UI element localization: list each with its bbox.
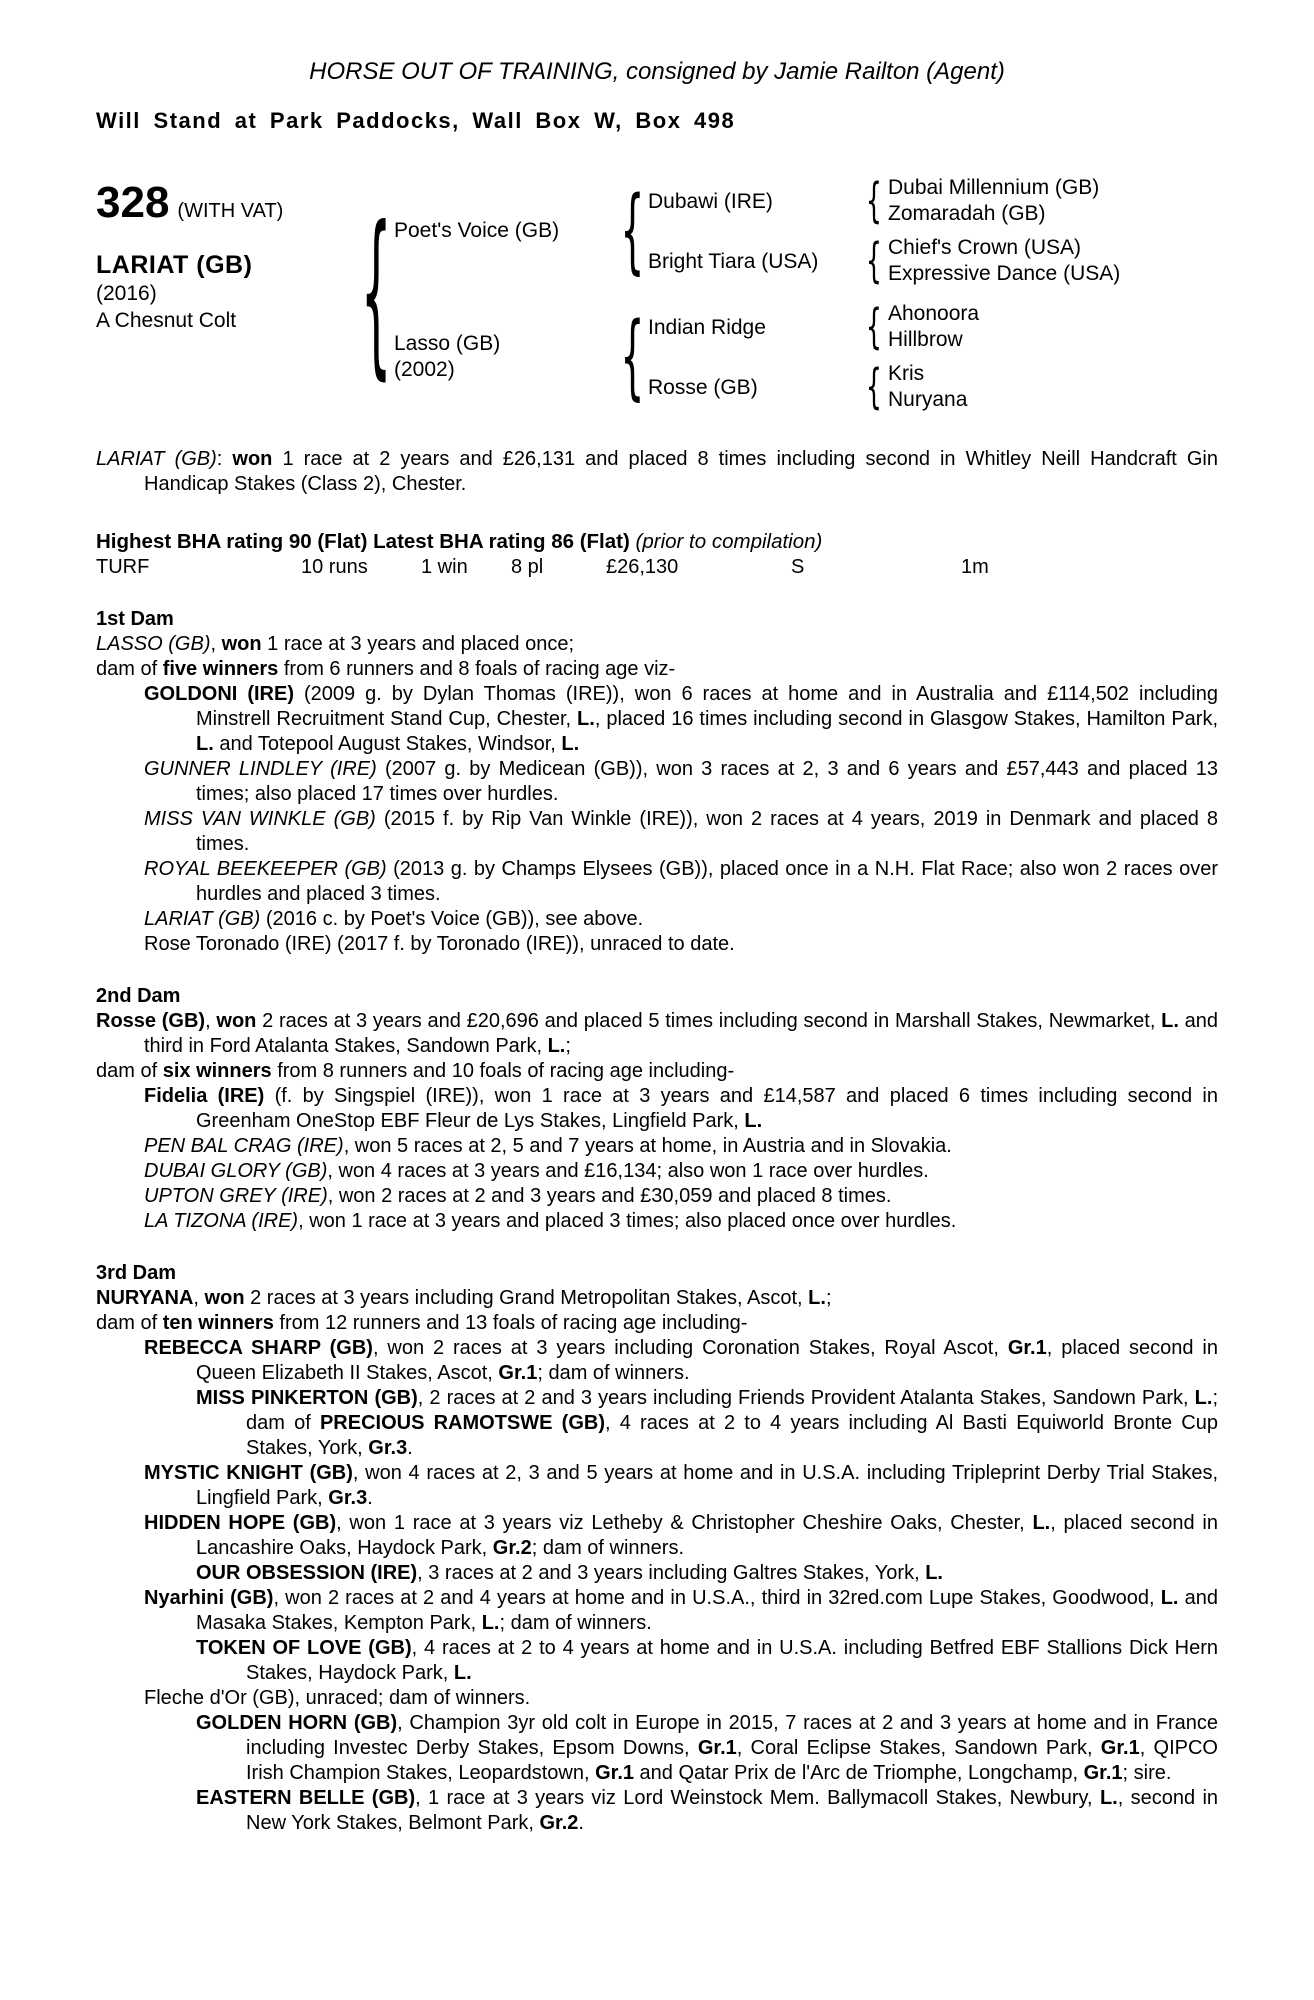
sire-sire-brace: { xyxy=(865,172,883,229)
text-run: ; xyxy=(825,1287,832,1309)
text-run: Rose Toronado (IRE) (2017 f. by Toronado (IRE)), unraced to date. xyxy=(144,933,735,955)
pedigree-entry xyxy=(96,1184,1218,1209)
text-run: . xyxy=(367,1487,373,1509)
sire-name: Poet's Voice (GB) xyxy=(394,219,560,242)
lot-block xyxy=(96,175,358,413)
text-run: ; xyxy=(565,1035,571,1057)
text-run: PEN BAL CRAG (IRE) xyxy=(144,1135,344,1157)
pedigree-entry xyxy=(96,1386,1218,1461)
sire-branch xyxy=(394,172,1218,289)
pedigree-entry xyxy=(96,1209,1218,1234)
horse-name: LARIAT (GB) xyxy=(96,251,253,279)
text-run: , won 2 races at 2 and 3 years and £30,059 and placed 8 times. xyxy=(327,1185,892,1207)
stats-going: S xyxy=(791,556,805,578)
text-run: Gr.3 xyxy=(328,1487,368,1509)
text-run: Nyarhini (GB) xyxy=(144,1587,274,1609)
stats-earnings: £26,130 xyxy=(606,556,679,578)
stats-distance: 1m xyxy=(961,556,989,578)
text-run: won xyxy=(221,633,262,655)
text-run: ; dam of winners. xyxy=(537,1362,690,1384)
text-run: won xyxy=(204,1287,245,1309)
text-run: ; dam of winners. xyxy=(531,1537,685,1559)
pedigree-entry xyxy=(96,1059,1218,1084)
sire-sire-name: Dubawi (IRE) xyxy=(648,189,773,213)
stand-location: Will Stand at Park Paddocks, Wall Box W, Box 498 xyxy=(96,108,736,133)
text-run: NURYANA xyxy=(96,1287,194,1309)
pedigree-entry xyxy=(96,857,1218,907)
dam-brace: { xyxy=(619,302,645,410)
dam-sire-name: Indian Ridge xyxy=(648,315,766,339)
pedigree-entry xyxy=(96,932,1218,957)
stats-runs: 10 runs xyxy=(301,556,368,578)
pedigree-entry xyxy=(96,657,1218,682)
pedigree-entry xyxy=(96,1336,1218,1386)
pedigree-entry xyxy=(96,1311,1218,1336)
pedigree-entry xyxy=(96,1711,1218,1786)
section-body-2nd-dam xyxy=(96,1009,1218,1234)
stats-surface: TURF xyxy=(96,556,150,578)
text-run: L. xyxy=(744,1110,763,1132)
text-run: Highest BHA rating 90 (Flat) Latest BHA rating 86 (Flat) xyxy=(96,530,636,553)
text-run: , placed 16 times including second in Glasgow Stakes, Hamilton Park, xyxy=(594,708,1219,730)
text-run: HIDDEN HOPE (GB) xyxy=(144,1512,337,1534)
text-run: , xyxy=(210,633,222,655)
pedigree-entry xyxy=(96,1586,1218,1636)
text-run: L. xyxy=(1099,1787,1118,1809)
text-run: (2015 f. by Rip Van Winkle (IRE)), won 2 races at 4 years, 2019 in Denmark and placed 8 times. xyxy=(196,808,1218,855)
race-stats-row xyxy=(96,555,1218,580)
text-run: , won 1 race at 3 years and placed 3 times; also placed once over hurdles. xyxy=(298,1210,957,1232)
text-run: , won 2 races at 3 years including Coronation Stakes, Royal Ascot, xyxy=(372,1337,1008,1359)
text-run: won xyxy=(232,448,273,470)
text-run: dam of xyxy=(96,1312,163,1334)
dam-name-block xyxy=(394,331,616,383)
text-run: , Champion 3yr old colt in Europe in 2015, 7 races at 2 and 3 years at home and in France including Investec Derby Stakes, Epsom Downs, xyxy=(246,1712,1218,1759)
text-run: L. xyxy=(1161,1010,1179,1032)
pedigree-entry xyxy=(96,1009,1218,1059)
text-run: , won 4 races at 2, 3 and 5 years at home and in U.S.A. including Tripleprint Derby Trial Stakes, Lingfield Park, xyxy=(196,1462,1218,1509)
text-run: L. xyxy=(925,1562,943,1584)
text-run: , second in New York Stakes, Belmont Park, xyxy=(246,1787,1219,1834)
text-run: Gr.3 xyxy=(368,1437,408,1459)
text-run: , 4 races at 2 to 4 years at home and in U.S.A. including Betfred EBF Stallions Dick Hern Stakes, Haydock Park, xyxy=(246,1637,1218,1684)
dam-sire-row xyxy=(648,298,1218,355)
pedigree-entry xyxy=(96,1511,1218,1561)
text-run: OUR OBSESSION (IRE) xyxy=(196,1562,418,1584)
text-run: L. xyxy=(1194,1387,1213,1409)
text-run: . xyxy=(407,1437,413,1459)
text-run: and Totepool August Stakes, Windsor, xyxy=(213,733,562,755)
text-run: ROYAL BEEKEEPER (GB) xyxy=(144,858,387,880)
sire-dam-dam-name: Expressive Dance (USA) xyxy=(888,262,1121,285)
dam-sire-dam-name: Hillbrow xyxy=(888,328,963,351)
section-heading-1st-dam: 1st Dam xyxy=(96,608,174,630)
dam-dam-dam-name: Nuryana xyxy=(888,388,968,411)
text-run: Gr.1 xyxy=(1007,1337,1047,1359)
pedigree-entry xyxy=(96,682,1218,757)
text-run: , 2 races at 2 and 3 years including Friends Provident Atalanta Stakes, Sandown Park, xyxy=(417,1387,1195,1409)
text-run: REBECCA SHARP (GB) xyxy=(144,1337,373,1359)
section-heading-2nd-dam: 2nd Dam xyxy=(96,985,181,1007)
pedigree-table xyxy=(96,172,1218,415)
dam-branch xyxy=(394,298,1218,415)
text-run: , 3 races at 2 and 3 years including Galtres Stakes, York, xyxy=(417,1562,926,1584)
text-run: , Coral Eclipse Stakes, Sandown Park, xyxy=(736,1737,1101,1759)
text-run: Gr.1 xyxy=(595,1762,634,1784)
text-run: Gr.2 xyxy=(492,1537,532,1559)
dam-year: (2002) xyxy=(394,358,455,381)
text-run: from 12 runners and 13 foals of racing age including- xyxy=(273,1312,748,1334)
text-run: and third in Ford Atalanta Stakes, Sandown Park, xyxy=(144,1010,1219,1057)
text-run: , won 2 races at 2 and 4 years at home and in U.S.A., third in 32red.com Lupe Stakes, Goodwood, xyxy=(273,1587,1161,1609)
dam-sire-sire-name: Ahonoora xyxy=(888,302,980,325)
text-run: : xyxy=(216,448,233,470)
text-run: TOKEN OF LOVE (GB) xyxy=(196,1637,412,1659)
text-run: , 1 race at 3 years viz Lord Weinstock Mem. Ballymacoll Stakes, Newbury, xyxy=(415,1787,1100,1809)
text-run: PRECIOUS RAMOTSWE (GB) xyxy=(319,1412,605,1434)
pedigree-entry xyxy=(96,907,1218,932)
text-run: L. xyxy=(547,1035,566,1057)
text-run: ; dam of winners. xyxy=(499,1612,652,1634)
text-run: dam of xyxy=(96,1060,163,1082)
pedigree-entry xyxy=(96,1786,1218,1836)
pedigree-entry xyxy=(96,1159,1218,1184)
dam-dam-name: Rosse (GB) xyxy=(648,375,758,399)
text-run: Gr.1 xyxy=(697,1737,737,1759)
text-run: UPTON GREY (IRE) xyxy=(144,1185,328,1207)
foaling-year: (2016) xyxy=(96,282,157,305)
text-run: , won 5 races at 2, 5 and 7 years at home, in Austria and in Slovakia. xyxy=(343,1135,952,1157)
text-run: , won 4 races at 3 years and £16,134; also won 1 race over hurdles. xyxy=(327,1160,929,1182)
text-run: Gr.1 xyxy=(498,1362,538,1384)
text-run: Gr.1 xyxy=(1100,1737,1140,1759)
text-run: from 6 runners and 8 foals of racing age viz- xyxy=(278,658,676,680)
sire-dam-brace: { xyxy=(865,232,883,289)
sire-sire-sire-name: Dubai Millennium (GB) xyxy=(888,176,1100,199)
text-run: won xyxy=(216,1010,257,1032)
section-body-3rd-dam xyxy=(96,1286,1218,1836)
text-run: (2013 g. by Champs Elysees (GB)), placed once in a N.H. Flat Race; also won 2 races over hurdles and placed 3 times. xyxy=(196,858,1218,905)
text-run: from 8 runners and 10 foals of racing age including- xyxy=(271,1060,735,1082)
dam-sire-brace: { xyxy=(865,298,883,355)
text-run: GOLDONI (IRE) xyxy=(144,683,294,705)
section-heading-3rd-dam: 3rd Dam xyxy=(96,1262,177,1284)
sire-sire-row xyxy=(648,172,1218,229)
dam-name: Lasso (GB) xyxy=(394,332,501,355)
text-run: , placed second in Lancashire Oaks, Haydock Park, xyxy=(196,1512,1218,1559)
text-run: five winners xyxy=(162,658,279,680)
pedigree-entry xyxy=(96,1686,1218,1711)
text-run: . xyxy=(578,1812,584,1834)
text-run: Fleche d'Or (GB), unraced; dam of winners. xyxy=(144,1687,531,1709)
text-run: EASTERN BELLE (GB) xyxy=(196,1787,416,1809)
race-record xyxy=(96,447,1218,497)
lot-number: 328 xyxy=(96,178,170,227)
text-run: Rosse (GB) xyxy=(96,1010,206,1032)
text-run: six winners xyxy=(162,1060,272,1082)
pedigree-entry xyxy=(96,632,1218,657)
text-run: LARIAT (GB) xyxy=(144,908,261,930)
dam-dam-sire-name: Kris xyxy=(888,362,925,385)
text-run: GOLDEN HORN (GB) xyxy=(196,1712,398,1734)
section-2nd-dam xyxy=(96,984,1218,1234)
text-run: L. xyxy=(481,1612,500,1634)
dam-dam-row xyxy=(648,358,1218,415)
pedigree-entry xyxy=(96,1636,1218,1686)
text-run: , xyxy=(205,1010,217,1032)
sire-dam-row xyxy=(648,232,1218,289)
horse-description: A Chesnut Colt xyxy=(96,309,237,332)
section-1st-dam xyxy=(96,607,1218,957)
text-run: (2016 c. by Poet's Voice (GB)), see above. xyxy=(260,908,644,930)
text-run: ; dam of xyxy=(246,1387,1218,1434)
text-run: DUBAI GLORY (GB) xyxy=(144,1160,328,1182)
text-run: (2007 g. by Medicean (GB)), won 3 races at 2, 3 and 6 years and £57,443 and placed 13 times; also placed 17 times over hurdles. xyxy=(196,758,1219,805)
text-run: MISS VAN WINKLE (GB) xyxy=(144,808,376,830)
bha-rating-line xyxy=(96,529,1218,554)
pedigree-entry xyxy=(96,1561,1218,1586)
text-run: L. xyxy=(1160,1587,1179,1609)
text-run: L. xyxy=(577,708,595,730)
sire-dam-sire-name: Chief's Crown (USA) xyxy=(888,236,1082,259)
text-run: L. xyxy=(453,1662,472,1684)
text-run: , won 1 race at 3 years viz Letheby & Christopher Cheshire Oaks, Chester, xyxy=(336,1512,1033,1534)
consignor-title: HORSE OUT OF TRAINING, consigned by Jamie Railton (Agent) xyxy=(309,58,1005,85)
text-run: L. xyxy=(808,1287,826,1309)
pedigree-entry xyxy=(96,1134,1218,1159)
stats-wins: 1 win xyxy=(421,556,468,578)
text-run: and Qatar Prix de l'Arc de Triomphe, Longchamp, xyxy=(634,1762,1084,1784)
dam-dam-brace: { xyxy=(865,358,883,415)
stats-places: 8 pl xyxy=(511,556,544,578)
sire-sire-dam-name: Zomaradah (GB) xyxy=(888,202,1046,225)
section-3rd-dam xyxy=(96,1261,1218,1836)
text-run: (2009 g. by Dylan Thomas (IRE)), won 6 races at home and in Australia and £114,502 including Minstrell Recruitment Stand Cup, Chester, xyxy=(196,683,1218,730)
text-run: 2 races at 3 years and £20,696 and placed 5 times including second in Marshall Stakes, Newmarket, xyxy=(256,1010,1162,1032)
text-run: ; sire. xyxy=(1122,1762,1172,1784)
text-run: L. xyxy=(561,733,580,755)
text-run: LARIAT (GB) xyxy=(96,448,217,470)
text-run: L. xyxy=(196,733,214,755)
section-body-1st-dam xyxy=(96,632,1218,957)
text-run: dam of xyxy=(96,658,163,680)
sire-dam-name: Bright Tiara (USA) xyxy=(648,249,819,273)
sire-brace: { xyxy=(619,176,645,284)
pedigree-generations xyxy=(394,172,1218,415)
text-run: GUNNER LINDLEY (IRE) xyxy=(144,758,377,780)
text-run: , QIPCO Irish Champion Stakes, Leopardstown, xyxy=(246,1737,1218,1784)
text-run: LA TIZONA (IRE) xyxy=(144,1210,299,1232)
pedigree-entry xyxy=(96,1461,1218,1511)
text-run: MISS PINKERTON (GB) xyxy=(196,1387,418,1409)
text-run: (f. by Singspiel (IRE)), won 1 race at 3 years and £14,587 and placed 6 times including second in Greenham OneStop EBF Fleur de Lys Stakes, Lingfield Park, xyxy=(196,1085,1218,1132)
text-run: , 4 races at 2 to 4 years including Al Basti Equiworld Bronte Cup Stakes, York, xyxy=(246,1412,1218,1459)
pedigree-entry xyxy=(96,1084,1218,1134)
text-run: MYSTIC KNIGHT (GB) xyxy=(144,1462,353,1484)
pedigree-entry xyxy=(96,757,1218,807)
text-run: 1 race at 3 years and placed once; xyxy=(261,633,575,655)
text-run: (prior to compilation) xyxy=(635,530,823,553)
text-run: , xyxy=(193,1287,205,1309)
text-run: 2 races at 3 years including Grand Metropolitan Stakes, Ascot, xyxy=(244,1287,809,1309)
pedigree-entry xyxy=(96,1286,1218,1311)
text-run: LASSO (GB) xyxy=(96,633,211,655)
text-run: ten winners xyxy=(162,1312,274,1334)
pedigree-brace-main: { xyxy=(360,188,392,397)
vat-note: (WITH VAT) xyxy=(177,200,284,222)
text-run: Gr.2 xyxy=(539,1812,579,1834)
text-run: , placed second in Queen Elizabeth II Stakes, Ascot, xyxy=(196,1337,1218,1384)
text-run: 1 race at 2 years and £26,131 and placed 8 times including second in Whitley Neill Handcraft Gin Handicap Stakes (Class 2), Chester. xyxy=(144,448,1219,495)
text-run: Gr.1 xyxy=(1083,1762,1123,1784)
text-run: L. xyxy=(1032,1512,1051,1534)
pedigree-entry xyxy=(96,807,1218,857)
text-run: Fidelia (IRE) xyxy=(144,1085,265,1107)
text-run: and Masaka Stakes, Kempton Park, xyxy=(196,1587,1218,1634)
